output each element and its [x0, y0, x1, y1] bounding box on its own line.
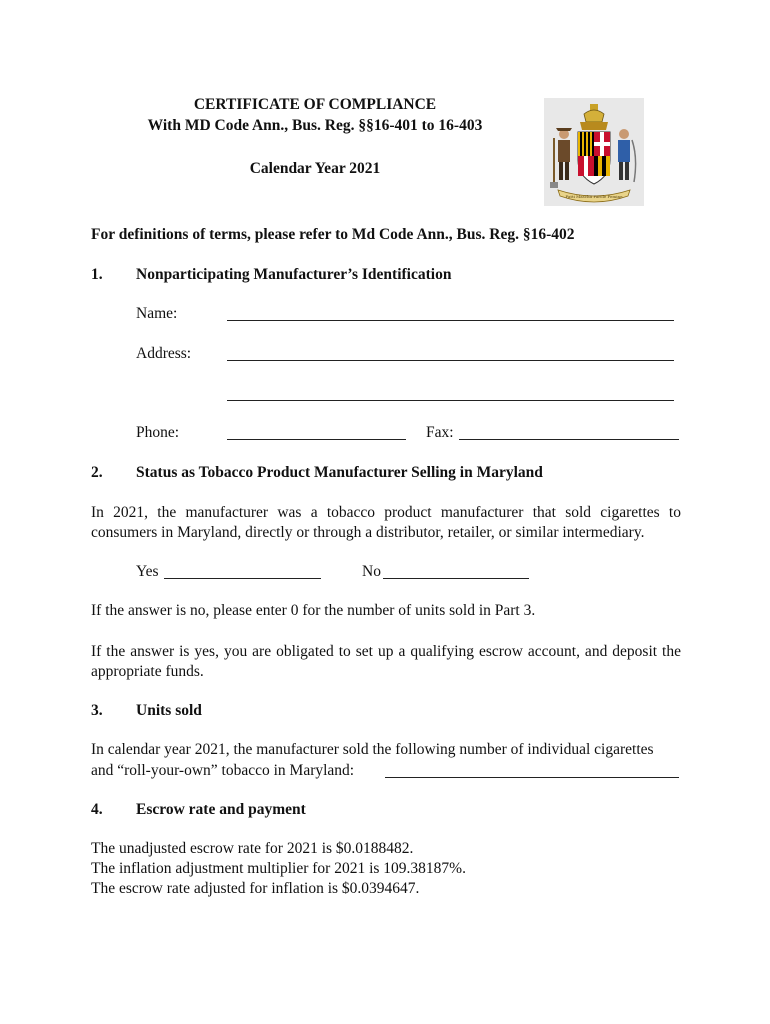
adjusted-rate-text: The escrow rate adjusted for inflation is $0.0394647. [91, 880, 420, 897]
yes-field-line[interactable] [164, 578, 321, 579]
section2-title: Status as Tobacco Product Manufacturer Selling in Maryland [136, 464, 543, 481]
phone-field-line[interactable] [227, 439, 406, 440]
certificate-title: CERTIFICATE OF COMPLIANCE [193, 96, 437, 113]
section3-number: 3. [91, 702, 103, 719]
no-field-line[interactable] [383, 578, 529, 579]
name-label: Name: [136, 305, 178, 322]
escrow-rate-text: The unadjusted escrow rate for 2021 is $0.0188482. [91, 840, 414, 857]
section4-title: Escrow rate and payment [136, 801, 306, 818]
units-sold-text-line1: In calendar year 2021, the manufacturer sold the following number of individual cigarettes [91, 741, 654, 758]
inflation-multiplier-text: The inflation adjustment multiplier for 2021 is 109.38187%. [91, 860, 466, 877]
section2-number: 2. [91, 464, 103, 481]
yes-instruction: If the answer is yes, you are obligated to set up a qualifying escrow account, and deposit the appropriate funds. [91, 643, 681, 680]
seal-motto: Fatti Maschii Parole Femine [565, 194, 623, 199]
calendar-year: Calendar Year 2021 [249, 160, 381, 177]
section2-statement: In 2021, the manufacturer was a tobacco product manufacturer that sold cigarettes to consumers in Maryland, directly or through a distributor, retailer, or similar intermediary. [91, 504, 681, 541]
section1-title: Nonparticipating Manufacturer’s Identification [136, 266, 452, 283]
fax-label: Fax: [426, 424, 454, 441]
certificate-subtitle: With MD Code Ann., Bus. Reg. §§16-401 to 16-403 [147, 117, 483, 134]
yes-label: Yes [136, 563, 159, 580]
no-label: No [362, 563, 381, 580]
phone-label: Phone: [136, 424, 180, 441]
maryland-seal-image [544, 98, 644, 206]
address-label: Address: [136, 345, 192, 362]
address-field-line-1[interactable] [227, 360, 674, 361]
section1-number: 1. [91, 266, 103, 283]
definitions-note: For definitions of terms, please refer to Md Code Ann., Bus. Reg. §16-402 [91, 226, 575, 243]
no-instruction: If the answer is no, please enter 0 for the number of units sold in Part 3. [91, 602, 536, 619]
fax-field-line[interactable] [459, 439, 679, 440]
units-sold-text-line2: and “roll-your-own” tobacco in Maryland: [91, 762, 355, 779]
section4-number: 4. [91, 801, 103, 818]
address-field-line-2[interactable] [227, 400, 674, 401]
section3-title: Units sold [136, 702, 202, 719]
name-field-line[interactable] [227, 320, 674, 321]
units-sold-field-line[interactable] [385, 777, 679, 778]
